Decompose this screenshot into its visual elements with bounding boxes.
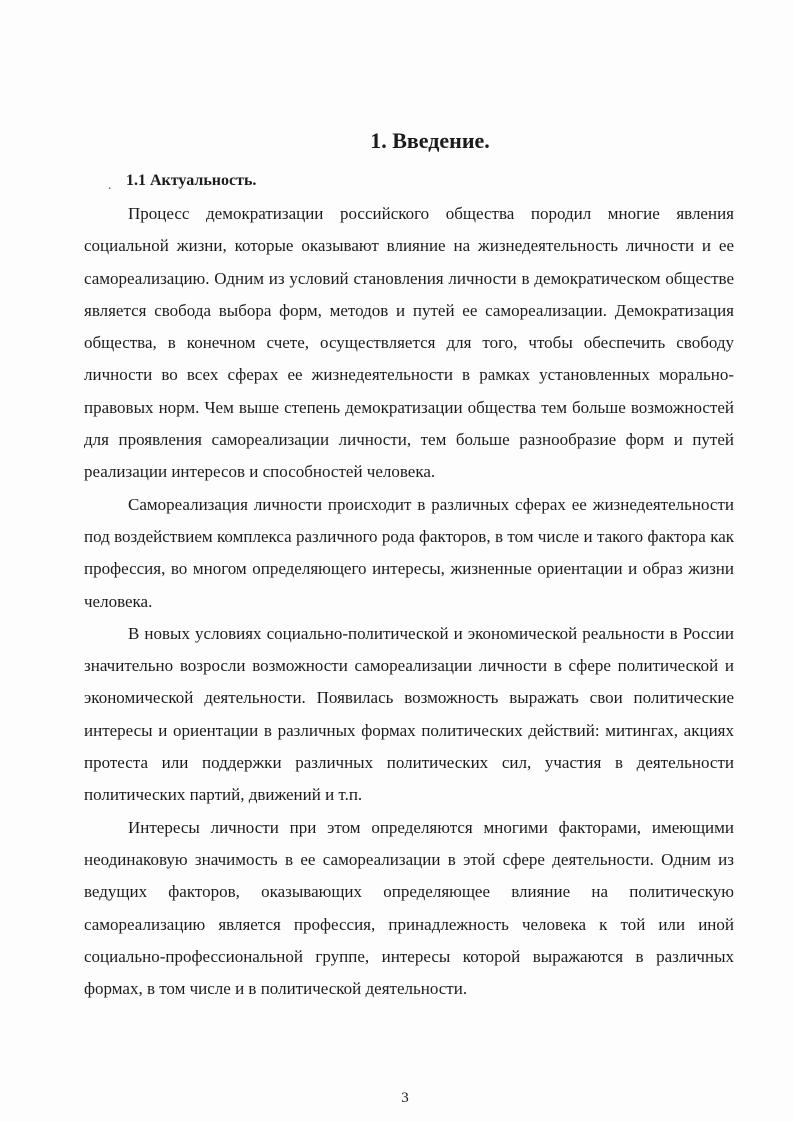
paragraph-2: Самореализация личности происходит в различных сферах ее жизнедеятельности под воздействием комплекса различного рода факторов, в том числе и такого фактора как профессия, во многом определяющего интересы, жизненные ориентации и образ жизни человека. bbox=[84, 494, 734, 611]
paragraph-4: Интересы личности при этом определяются многими факторами, имеющими неодинаковую значимость в ее самореализации в этой сфере деятельности. Одним из ведущих факторов, оказывающих определяющее влияние на политическую самореализацию является профессия, принадлежность человека к той или иной социально-профессиональной группе, интересы которой выражаются в различных формах, в том числе и в политической деятельности. bbox=[84, 817, 734, 999]
page-number: 3 bbox=[401, 1090, 409, 1106]
body-text bbox=[84, 198, 734, 1005]
section-heading: 1. Введение. bbox=[370, 128, 490, 153]
paragraph-3: В новых условиях социально-политической и экономической реальности в России значительно возросли возможности самореализации личности в сфере политической и экономической деятельности. Появилась возможность выражать свои политические интересы и ориентации в различных формах политических действий: митингах, акциях протеста или поддержки различных политических сил, участия в деятельности политических партий, движений и т.п. bbox=[84, 623, 734, 805]
paragraph-1: Процесс демократизации российского общества породил многие явления социальной жизни, которые оказывают влияние на жизнедеятельность личности и ее самореализацию. Одним из условий становления личности в демократическом обществе является свобода выбора форм, методов и путей ее самореализации. Демократизация общества, в конечном счете, осуществляется для того, чтобы обеспечить свободу личности во всех сферах ее жизнедеятельности в рамках установленных морально-правовых норм. Чем выше степень демократизации общества тем больше возможностей для проявления самореализации личности, тем больше разнообразие форм и путей реализации интересов и способностей человека. bbox=[84, 204, 734, 482]
subsection-heading: 1.1 Актуальность. bbox=[126, 172, 257, 189]
scan-speck: . bbox=[108, 178, 112, 193]
